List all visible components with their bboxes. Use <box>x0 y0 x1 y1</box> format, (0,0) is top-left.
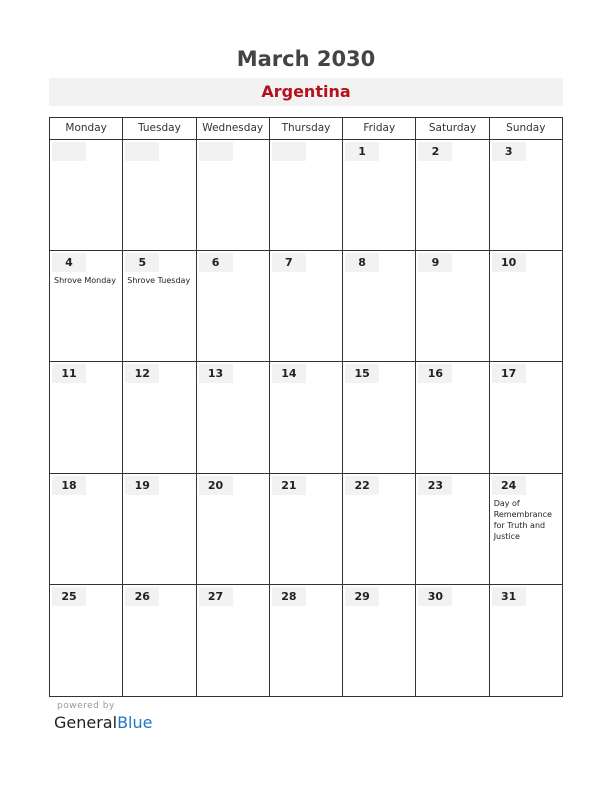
day-cell[interactable] <box>343 585 416 696</box>
week-row <box>50 585 562 696</box>
week-row <box>50 140 562 251</box>
day-number: 22 <box>345 476 379 495</box>
day-number: 30 <box>418 587 452 606</box>
day-number: 19 <box>125 476 159 495</box>
day-cell[interactable] <box>270 140 343 250</box>
day-cell[interactable] <box>50 585 123 696</box>
day-number: 6 <box>199 253 233 272</box>
weekday-thursday: Thursday <box>270 118 343 139</box>
day-number: 3 <box>492 142 526 161</box>
day-number: 17 <box>492 364 526 383</box>
day-cell[interactable] <box>270 251 343 361</box>
day-cell[interactable] <box>416 362 489 472</box>
day-number <box>199 142 233 161</box>
weekday-monday: Monday <box>50 118 123 139</box>
day-number <box>52 142 86 161</box>
day-number: 14 <box>272 364 306 383</box>
day-cell[interactable] <box>197 251 270 361</box>
day-cell[interactable] <box>197 140 270 250</box>
country-banner <box>49 78 563 106</box>
day-cell[interactable] <box>490 251 562 361</box>
holiday-label: Shrove Tuesday <box>127 276 191 286</box>
day-cell[interactable] <box>343 251 416 361</box>
day-number: 2 <box>418 142 452 161</box>
day-number: 29 <box>345 587 379 606</box>
day-cell[interactable] <box>197 474 270 584</box>
day-cell[interactable] <box>123 585 196 696</box>
day-cell[interactable] <box>490 140 562 250</box>
day-number: 27 <box>199 587 233 606</box>
page-title: March 2030 <box>236 47 376 71</box>
weekday-friday: Friday <box>343 118 416 139</box>
day-number: 26 <box>125 587 159 606</box>
day-cell[interactable] <box>416 251 489 361</box>
day-cell[interactable] <box>123 362 196 472</box>
day-cell[interactable] <box>197 362 270 472</box>
calendar-grid <box>49 117 563 697</box>
day-number: 24 <box>492 476 526 495</box>
day-cell[interactable] <box>490 362 562 472</box>
day-cell[interactable] <box>123 140 196 250</box>
day-cell[interactable] <box>50 474 123 584</box>
day-number: 7 <box>272 253 306 272</box>
day-number: 13 <box>199 364 233 383</box>
day-cell[interactable] <box>270 362 343 472</box>
day-cell[interactable] <box>123 474 196 584</box>
day-cell[interactable] <box>416 585 489 696</box>
powered-by-label: powered by <box>57 701 115 711</box>
day-number: 10 <box>492 253 526 272</box>
day-number: 11 <box>52 364 86 383</box>
day-cell[interactable] <box>197 585 270 696</box>
day-number: 20 <box>199 476 233 495</box>
day-number: 1 <box>345 142 379 161</box>
day-number: 31 <box>492 587 526 606</box>
day-number: 16 <box>418 364 452 383</box>
holiday-label: Day of Remembrance for Truth and Justice <box>493 498 552 541</box>
brand-logo[interactable] <box>54 713 152 732</box>
weeks-container <box>50 140 562 696</box>
day-number: 9 <box>418 253 452 272</box>
day-cell[interactable] <box>416 474 489 584</box>
weekday-sunday: Sunday <box>506 122 546 134</box>
day-number: 23 <box>418 476 452 495</box>
day-number <box>125 142 159 161</box>
weekday-wednesday: Wednesday <box>197 118 270 139</box>
day-number: 4 <box>52 253 86 272</box>
day-cell[interactable] <box>270 474 343 584</box>
day-number: 25 <box>52 587 86 606</box>
day-number: 18 <box>52 476 86 495</box>
brand-blue: Blue <box>117 713 153 732</box>
day-cell[interactable] <box>270 585 343 696</box>
day-cell[interactable] <box>343 362 416 472</box>
day-number: 28 <box>272 587 306 606</box>
holiday-label: Shrove Monday <box>54 276 116 286</box>
weekday-saturday: Saturday <box>416 118 489 139</box>
weekday-header-row <box>50 118 562 140</box>
week-row <box>50 362 562 473</box>
day-cell[interactable] <box>490 585 562 696</box>
day-cell[interactable] <box>416 140 489 250</box>
day-cell[interactable] <box>50 140 123 250</box>
day-cell[interactable] <box>343 140 416 250</box>
brand-general: General <box>54 713 118 732</box>
day-cell[interactable] <box>123 251 196 361</box>
day-number: 8 <box>345 253 379 272</box>
weekday-tuesday: Tuesday <box>123 118 196 139</box>
week-row <box>50 474 562 585</box>
day-number: 12 <box>125 364 159 383</box>
day-cell[interactable] <box>50 362 123 472</box>
day-number: 15 <box>345 364 379 383</box>
day-number: 5 <box>125 253 159 272</box>
day-cell[interactable] <box>343 474 416 584</box>
day-number <box>272 142 306 161</box>
day-number: 21 <box>272 476 306 495</box>
day-cell[interactable] <box>50 251 123 361</box>
country-name: Argentina <box>261 82 351 101</box>
week-row <box>50 251 562 362</box>
day-cell[interactable] <box>490 474 562 584</box>
